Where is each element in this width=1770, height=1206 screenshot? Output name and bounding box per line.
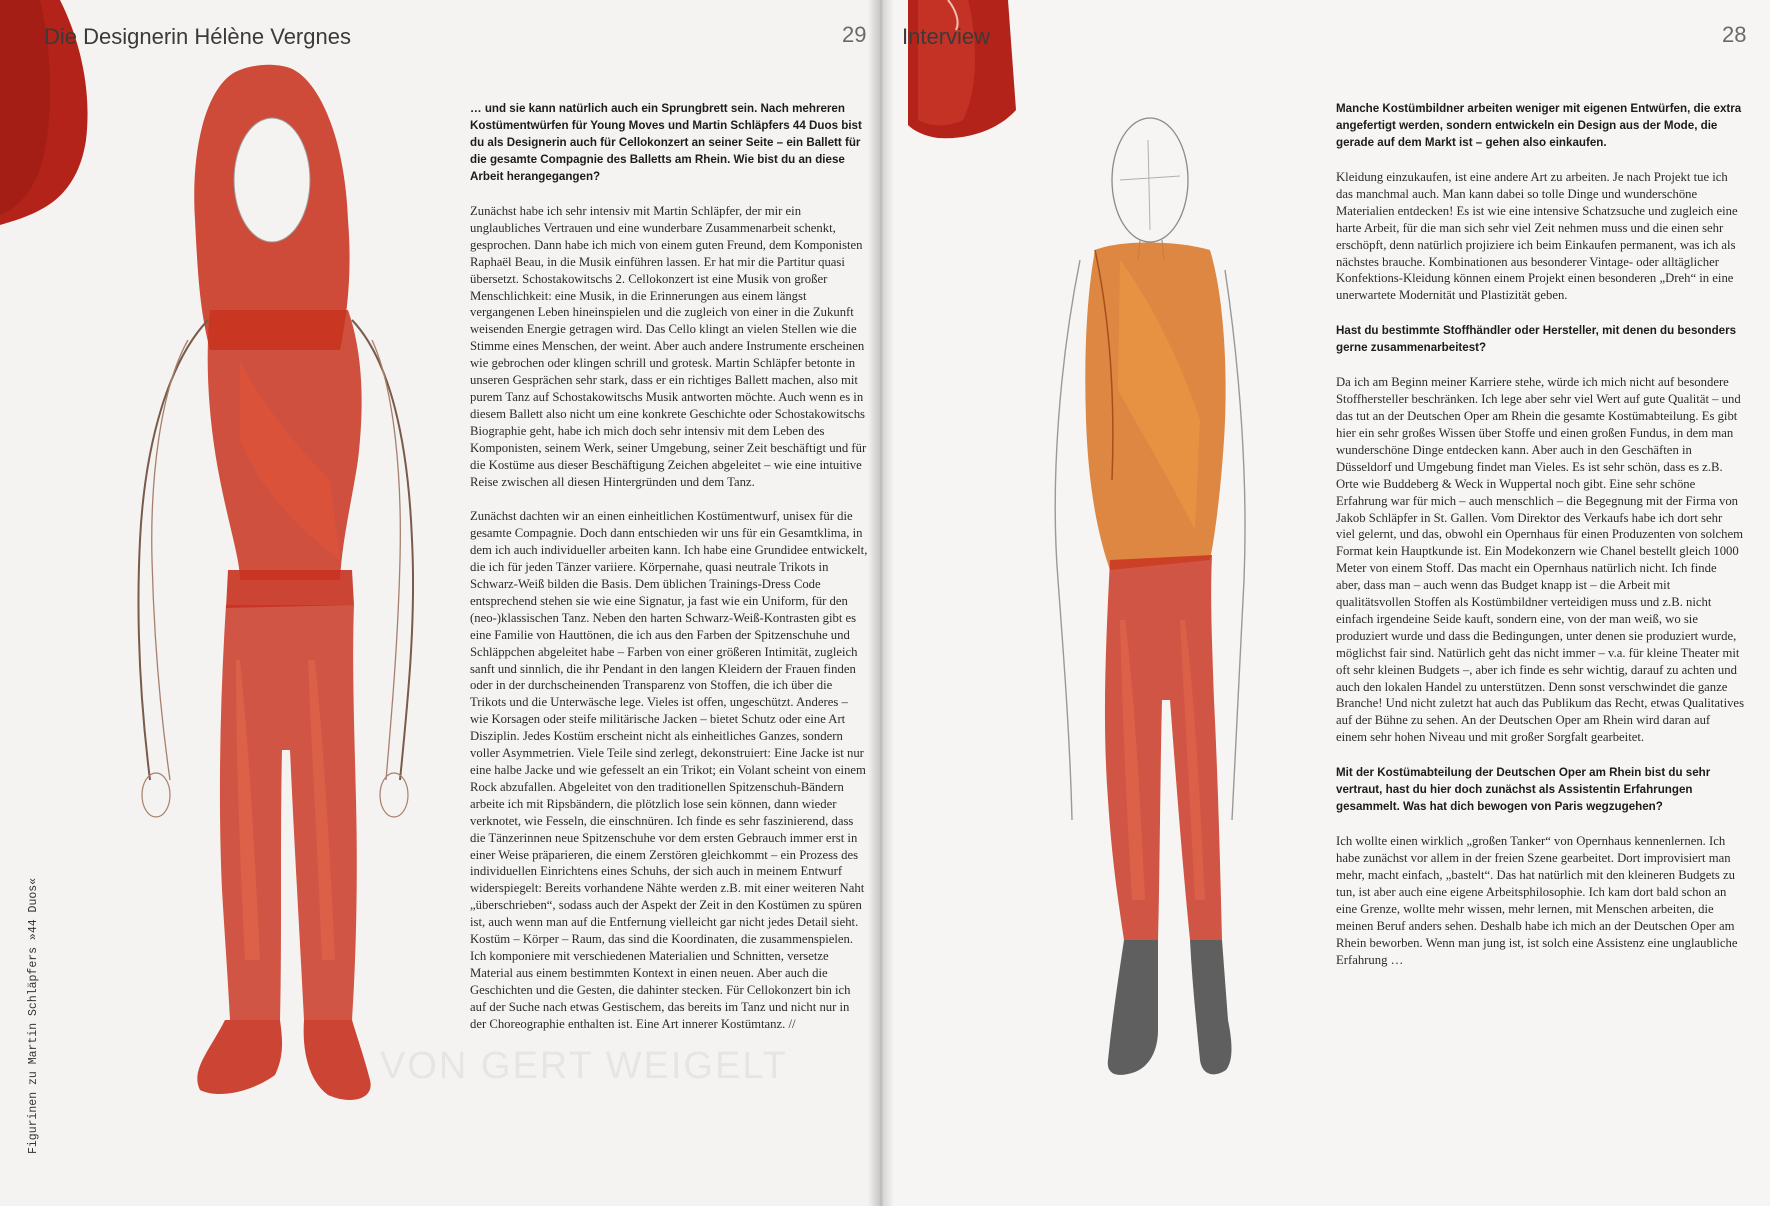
page-number-left: 29: [842, 22, 867, 47]
text-column-left: [470, 100, 868, 1051]
costume-figurine-orange-vest: [1000, 100, 1320, 1180]
ghost-background-text: VON GERT WEIGELT: [380, 1045, 788, 1087]
interview-question: … und sie kann natürlich auch ein Sprungbrett sein. Nach mehreren Kostümentwürfen für Young Moves und Martin Schläpfers 44 Duos bist du als Designerin auch für Cellokonzert an seiner Seite – ein Ballett für die gesamte Compagnie des Balletts am Rhein. Wie bist du an diese Arbeit herangegangen?: [470, 102, 862, 183]
right-page: [880, 0, 1770, 1206]
book-gutter: [868, 0, 894, 1206]
interview-answer: Zunächst habe ich sehr intensiv mit Martin Schläpfer, der mir ein unglaubliches Vertrauen und eine wunderbare Zusammenarbeit schenkt, gesprochen. Dann habe ich mich von einem guten Freund, dem Komponisten Raphaël Beau, in die Musik einführen lassen. Er hat mir die Partitur quasi übersetzt. Schostakowitschs 2. Cellokonzert ist eine Musik von großer Menschlichkeit: eine Musik, in die Erinnerungen aus einem längst vergangenen Leben hineinspielen und die zugleich von einer in die Zukunft weisenden Energie getragen wird. Das Cello klingt an vielen Stellen wie die Stimme eines Menschen, der weint. Aber auch andere Instrumente erscheinen wie gebrochen oder klingen schrill und grotesk. Martin Schläpfer betonte in unseren Gesprächen sehr stark, dass er ein richtiges Ballett machen, also mit purem Tanz auf Schostakowitschs Musik antworten möchte. Auch wenn es in diesem Ballett also nicht um eine konkrete Geschichte oder Schostakowitschs Biographie geht, habe ich mich doch sehr intensiv mit dem Leben des Komponisten, seinem Werk, seiner Umgebung, seiner Zeit beschäftigt und für die Kostüme aus dieser Beschäftigung Zeichen abgeleitet – wie eine intuitive Reise zwischen all diesen Hintergründen und dem Tanz.: [470, 204, 867, 489]
running-head-left: Die Designerin Hélène Vergnes: [44, 24, 351, 49]
interview-answer: Da ich am Beginn meiner Karriere stehe, würde ich mich nicht auf besondere Stoffhersteller beschränken. Ich lege aber sehr viel Wert auf gute Qualität – und das tut an der Deutschen Oper am Rhein die gesamte Kostümabteilung. Es gibt hier ein sehr großes Wissen über Stoffe und einen großen Fundus, in dem man wunderschöne Dinge entdecken kann. Aber auch in den Geschäften in Düsseldorf und Umgebung findet man Vieles. Es ist sehr schön, dass es z.B. Orte wie Buddeberg & Weck in Wuppertal noch gibt. Eine sehr schöne Erfahrung war für mich – auch menschlich – die Begegnung mit der Firma von Jakob Schläpfer in St. Gallen. Vom Direktor des Verkaufs habe ich dort sehr viel gelernt, und das, obwohl ein Opernhaus für einen Produzenten von solchem Format kein Hauptkunde ist. Ein Modekonzern wie Chanel bestellt gleich 1000 Meter von einem Stoff. Das macht ein Opernhaus natürlich nicht. Ich finde aber, dass man – auch wenn das Budget knapp ist – die Arbeit mit qualitätsvollen Stoffen als Kostümbildner verteidigen muss und z.B. nicht einfach irgendeine Seide kauft, sondern eine, von der man weiß, wo sie produziert wurde und dass die Bedingungen, unter denen sie produziert wurde, möglichst fair sind. Natürlich geht das nicht immer – v.a. für kleine Theater mit oft sehr kleinen Budgets –, aber ich finde es sehr wichtig, darauf zu achten und auch den lokalen Handel zu unterstützen. Denn sonst verschwindet die ganze Branche! Und nicht zuletzt hat auch das Publikum das Recht, etwas Qualitatives auf der Bühne zu sehen. An der Deutschen Oper am Rhein wird daran auf einem sehr hohen Niveau und mit großer Sorgfalt gearbeitet.: [1336, 375, 1745, 745]
interview-question: Mit der Kostümabteilung der Deutschen Oper am Rhein bist du sehr vertraut, hast du hier doch zunächst als Assistentin Erfahrungen gesammelt. Was hat dich bewogen von Paris wegzugehen?: [1336, 766, 1711, 814]
interview-answer: Ich wollte einen wirklich „großen Tanker“ von Opernhaus kennenlernen. Ich habe zunächst vor allem in der freien Szene gearbeitet. Dort improvisiert man mehr, macht einfach, „bastelt“. Das hat natürlich mit den kleineren Budgets zu tun, ist aber auch eine eigene Arbeitsphilosophie. Ich kam dort bald schon an eine Grenze, wollte mehr wissen, mehr lernen, mit Menschen arbeiten, die meinen Beruf anders sehen. Deshalb habe ich mich an der Deutschen Oper am Rhein beworben. Wenn man jung ist, ist solch eine Assistenz eine unglaubliche Erfahrung …: [1336, 834, 1738, 967]
figure-caption: Figurinen zu Martin Schläpfers »44 Duos«: [27, 877, 40, 1154]
costume-figurine-red: [90, 60, 470, 1140]
running-head-right: Interview: [902, 24, 991, 49]
text-column-right: [1336, 100, 1744, 986]
interview-answer: Kleidung einzukaufen, ist eine andere Art zu arbeiten. Je nach Projekt tue ich das manchmal auch. Man kann dabei so tolle Dinge und wunderschöne Materialien entdecken! Es ist wie eine intensive Schatzsuche und zugleich eine harte Arbeit, für die man sich sehr viel Zeit nehmen muss und die einen sehr erschöpft, denn natürlich projiziere ich beim Einkaufen permanent, was ich als nächstes brauche. Kombinationen aus besonderer Vintage- oder alltäglicher Konfektions-Kleidung können einem Projekt einen besonderen „Dreh“ in eine unerwartete Modernität und Plastizität geben.: [1336, 170, 1738, 303]
page-number-right: 28: [1722, 22, 1747, 47]
interview-question: Hast du bestimmte Stoffhändler oder Hersteller, mit denen du besonders gerne zusammenarbeitest?: [1336, 324, 1737, 355]
left-page: [0, 0, 880, 1206]
interview-question: Manche Kostümbildner arbeiten weniger mit eigenen Entwürfen, die extra angefertigt werden, sondern entwickeln ein Design aus der Mode, die gerade auf dem Markt ist – gehen also einkaufen.: [1336, 102, 1742, 149]
interview-answer: Zunächst dachten wir an einen einheitlichen Kostümentwurf, unisex für die gesamte Compagnie. Doch dann entschieden wir uns für ein Gesamtklima, in dem ich auch individueller arbeiten kann. Ich habe eine Grundidee entwickelt, die ich für jeden Tänzer variiere. Körpernahe, quasi neutrale Trikots in Schwarz-Weiß bilden die Basis. Dem üblichen Trainings-Dress Code entsprechend stehen sie wie eine Signatur, ja fast wie ein Uniform, für den (neo-)klassischen Tanz. Neben den harten Schwarz-Weiß-Kontrasten gibt es eine Familie von Hauttönen, die ich aus den Farben der Spitzenschuhe und Schläppchen abgeleitet habe – Farben von einer größeren Intimität, zugleich sanft und sinnlich, die ihr Pendant in den langen Kleidern der Frauen finden oder in der durchscheinenden Transparenz von Stoffen, die ich über die Trikots und die Unterwäsche lege. Vieles ist offen, ungeschützt. Anderes – wie Korsagen oder steife militärische Jacken – bietet Schutz oder eine Art Disziplin. Jedes Kostüm erscheint nicht als einheitliches Ganzes, sondern voller Asymmetrien. Viele Teile sind zerlegt, dekonstruiert: Eine Jacke ist nur eine halbe Jacke und wie gefesselt an ein Trikot; ein Volant scheint von einem Rock abzufallen. Abgeleitet von den traditionellen Spitzenschuh-Bändern arbeite ich mit Ripsbändern, die plötzlich lose sein können, dann wieder verknotet, wie Fesseln, die einschnüren. Ich finde es sehr faszinierend, dass die Tänzerinnen neue Spitzenschuhe vor dem ersten Gebrauch immer erst in einer Weise präparieren, die einem Zerstören gleichkommt – ein Prozess des individuellen Einrichtens eines Schuhs, der sich auch in meinem Entwurf widerspiegelt: Bereits vorhandene Nähte werden z.B. mit einer weiteren Naht „überschrieben“, sodass auch der Aspekt der Zeit in den Kostümen zu spüren ist, auch wenn man auf die Entfernung vielleicht gar nicht jedes Detail sieht. Kostüm – Körper – Raum, das sind die Koordinaten, die zusammenspielen. Ich komponiere mit verschiedenen Materialien und Schnitten, versetze Material aus einem bestimmten Kontext in einen neuen. Aber auch die Geschichten und die Gesten, die dahinter stecken. Für Cellokonzert bin ich auf der Suche nach etwas Gestischem, das bereits im Tanz und nicht nur in der Choreographie enthalten ist. Eine Art innerer Kostümtanz. //: [470, 509, 868, 1031]
